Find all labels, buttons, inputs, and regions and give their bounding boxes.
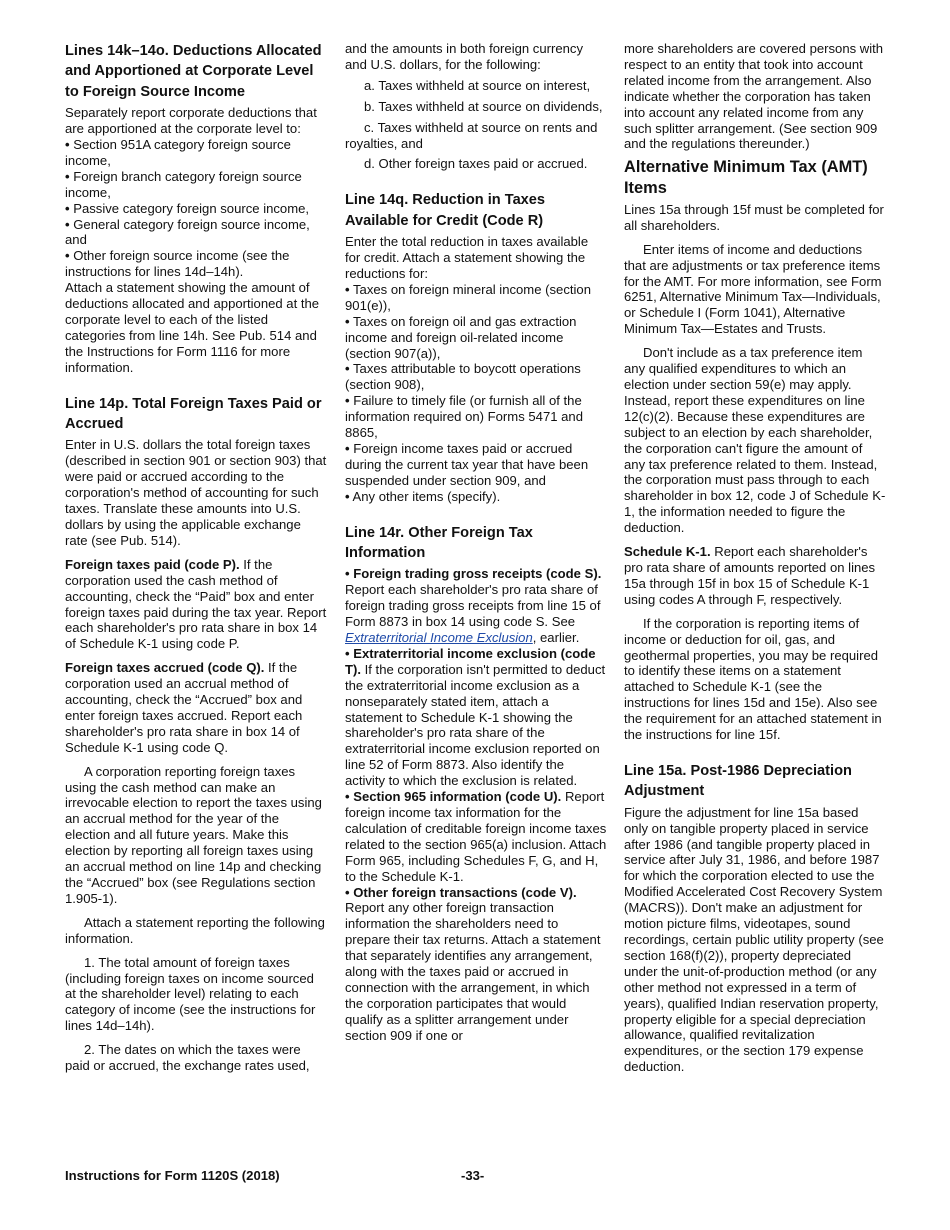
heading-line-14q: Line 14q. Reduction in Taxes Available for Credit (Code R) xyxy=(345,192,546,229)
para-amt-1: Lines 15a through 15f must be completed for all shareholders. xyxy=(624,201,884,233)
lettered-item-b: b. Taxes withheld at source on dividends, xyxy=(364,98,603,114)
link-extraterritorial-income-exclusion[interactable]: Extraterritorial Income Exclusion xyxy=(345,630,533,645)
footer-form-name: Instructions for Form 1120S (2018) xyxy=(65,1168,280,1183)
lettered-item-d: d. Other foreign taxes paid or accrued. xyxy=(364,156,588,172)
para-election: A corporation reporting foreign taxes using the cash method can make an irrevocable election to report the taxes using an accrual method for the year of the election and all future years. Make this election by reporting all foreign taxes using an accrual method on line 14p and checking the “Accrued” box (see Regulations section 1.905-1). xyxy=(65,763,322,906)
footer-page-number: -33- xyxy=(461,1168,485,1183)
run-in-head-paid: Foreign taxes paid (code P). xyxy=(65,556,240,572)
list-item: • Failure to timely file (or furnish all of the information required on) Forms 5471 and 8865, xyxy=(345,393,583,441)
list-item: • Any other items (specify). xyxy=(345,488,501,504)
list-item: • Taxes attributable to boycott operations (section 908), xyxy=(345,361,581,393)
list-item: • Taxes on foreign oil and gas extraction income and foreign oil-related income (section 907(a)), xyxy=(345,313,577,361)
list-item-code-v: • Other foreign transactions (code V). Report any other foreign transaction information the shareholders need to prepare their tax returns. Attach a statement that separately identifies any arrangement, along with the taxes paid or accrued in connection with the arrangement, in which the corporation participates that would qualify as a splitter arrangement under section 909 if one or xyxy=(345,884,601,1043)
para-continued: and the amounts in both foreign currency and U.S. dollars, for the following: xyxy=(345,41,584,72)
list-item: • Foreign income taxes paid or accrued during the current tax year that have been suspended under section 909, and xyxy=(345,440,589,488)
list-item: • Foreign branch category foreign source income, xyxy=(65,168,302,200)
para-attach-statement: Attach a statement reporting the following information. xyxy=(65,914,325,946)
para-taxes-paid: Foreign taxes paid (code P). If the corporation used the cash method of accounting, check the “Paid” box and enter foreign taxes paid during the tax year. Report each shareholder's pro rata share in box 14 of Schedule K-1 using code P. xyxy=(65,556,327,652)
para-14q: Enter the total reduction in taxes available for credit. Attach a statement showing the reductions for: xyxy=(345,234,589,281)
heading-amt-items: Alternative Minimum Tax (AMT) Items xyxy=(624,158,868,198)
list-14k xyxy=(65,137,327,280)
para-15a: Figure the adjustment for line 15a based only on tangible property placed in service after 1986 (and tangible property placed in service after July 31, 1986, and before 1987 for which the corporation elected to use the Modified Accelerated Cost Recovery System (MACRS)). Don't make an adjustment for motion picture films, videotapes, sound recordings, certain public utility property (see section 168(f)(2)), property depreciated under the unit-of-production method (or any other method not expressed in a term of years), qualified Indian reservation property, property eligible for a special depreciation allowance, qualified revitalization expenditures, or the section 179 expense deduction. xyxy=(624,804,884,1075)
heading-line-14p: Line 14p. Total Foreign Taxes Paid or Accrued xyxy=(65,395,322,433)
para-14k-attach: Attach a statement showing the amount of deductions allocated and apportioned at the corporate level to each of the listed categories from line 14h. See Pub. 514 and the Instructions for Form 1116 for more information. xyxy=(65,280,320,375)
run-in-head-accrued: Foreign taxes accrued (code Q). xyxy=(65,660,265,676)
para-14p: Enter in U.S. dollars the total foreign taxes (described in section 901 or section 903) that were paid or accrued according to the corporation's method of accounting for such taxes. Translate these amounts into U.S. dollars by using the applicable exchange rate (see Pub. 514). xyxy=(65,437,327,548)
list-item: • General category foreign source income, and xyxy=(65,216,310,248)
heading-line-15a: Line 15a. Post-1986 Depreciation Adjustment xyxy=(624,762,852,800)
numbered-item-2: 2. The dates on which the taxes were paid or accrued, the exchange rates used, xyxy=(65,1042,310,1074)
numbered-item-1: 1. The total amount of foreign taxes (including foreign taxes on income sourced at the shareholder level) relating to each category of income (see the instructions for lines 14d–14h). xyxy=(65,954,316,1034)
list-item: • Section 951A category foreign source income, xyxy=(65,137,291,168)
list-item-code-s: • Foreign trading gross receipts (code S). Report each shareholder's pro rata share of foreign trading gross receipts from line 15 of Form 8873 in box 14 using code S. See Extraterritorial Income Exclusion, earlier. xyxy=(345,566,602,645)
list-14q xyxy=(345,282,607,505)
column-middle xyxy=(345,41,607,1044)
list-item: • Other foreign source income (see the instructions for lines 14d–14h). xyxy=(65,248,290,280)
para-oil-gas: If the corporation is reporting items of income or deduction for oil, gas, and geothermal properties, you may be required to identify these items on a statement attached to Schedule K-1 (see the instructions for lines 15d and 15e). Also see the requirement for an attached statement in the instructions for line 15f. xyxy=(624,615,882,743)
list-item: • Taxes on foreign mineral income (section 901(e)), xyxy=(345,281,591,313)
para-continued: more shareholders are covered persons with respect to an entity that took into account related income from the arrangement. Also indicate whether the corporation has taken into account any related income from any such splitter arrangement. (See section 909 and the regulations thereunder.) xyxy=(624,41,884,152)
para-taxes-accrued: Foreign taxes accrued (code Q). If the corporation used an accrual method of accounting, check the “Accrued” box and enter foreign taxes accrued. Report each shareholder's pro rata share in box 14 of Schedule K-1 using code Q. xyxy=(65,660,303,755)
column-left xyxy=(65,41,327,1079)
run-in-head-k1: Schedule K-1. xyxy=(624,544,711,560)
lettered-item-c: c. Taxes withheld at source on rents and royalties, and xyxy=(345,119,598,151)
list-item-code-t: • Extraterritorial income exclusion (code T). If the corporation isn't permitted to deduct the extraterritorial income exclusion as a nonseparately stated item, attach a statement to Schedule K-1 showing the shareholder's pro rata share of the extraterritorial income exclusion reported on line 52 of Form 8873. Also identify the activity to which the exclusion is related. xyxy=(345,645,606,789)
column-right xyxy=(624,41,886,1080)
list-item: • Passive category foreign source income, xyxy=(65,200,310,216)
para-amt-3: Don't include as a tax preference item any qualified expenditures to which an election under section 59(e) may apply. Instead, report these expenditures on line 12(c)(2). Because these expenditures are subject to an election by each shareholder, the corporation can't figure the amount of any tax preference related to them. Instead, the corporation must pass through to each shareholder in box 12, code J of Schedule K-1, the information needed to figure the deduction. xyxy=(624,345,886,536)
para-schedule-k1: Schedule K-1. Report each shareholder's pro rata share of amounts reported on lines 15a through 15f in box 15 of Schedule K-1 using codes A through F, respectively. xyxy=(624,544,876,607)
para-14k-intro: Separately report corporate deductions that are apportioned at the corporate level to: xyxy=(65,105,317,137)
list-item-code-u: • Section 965 information (code U). Report foreign income tax information for the calculation of creditable foreign income taxes related to the section 965(a) inclusion. Attach Form 965, including Schedules F, G, and H, to the Schedule K-1. xyxy=(345,789,607,884)
heading-lines-14k-14o: Lines 14k–14o. Deductions Allocated and Apportioned at Corporate Level to Foreign Source Income xyxy=(65,43,322,100)
heading-line-14r: Line 14r. Other Foreign Tax Information xyxy=(345,524,533,561)
list-14r xyxy=(345,566,607,1043)
para-amt-2: Enter items of income and deductions that are adjustments or tax preference items for the AMT. For more information, see Form 6251, Alternative Minimum Tax—Individuals, or Schedule I (Form 1041), Alternative Minimum Tax—Estates and Trusts. xyxy=(624,241,882,337)
lettered-item-a: a. Taxes withheld at source on interest, xyxy=(364,77,591,93)
